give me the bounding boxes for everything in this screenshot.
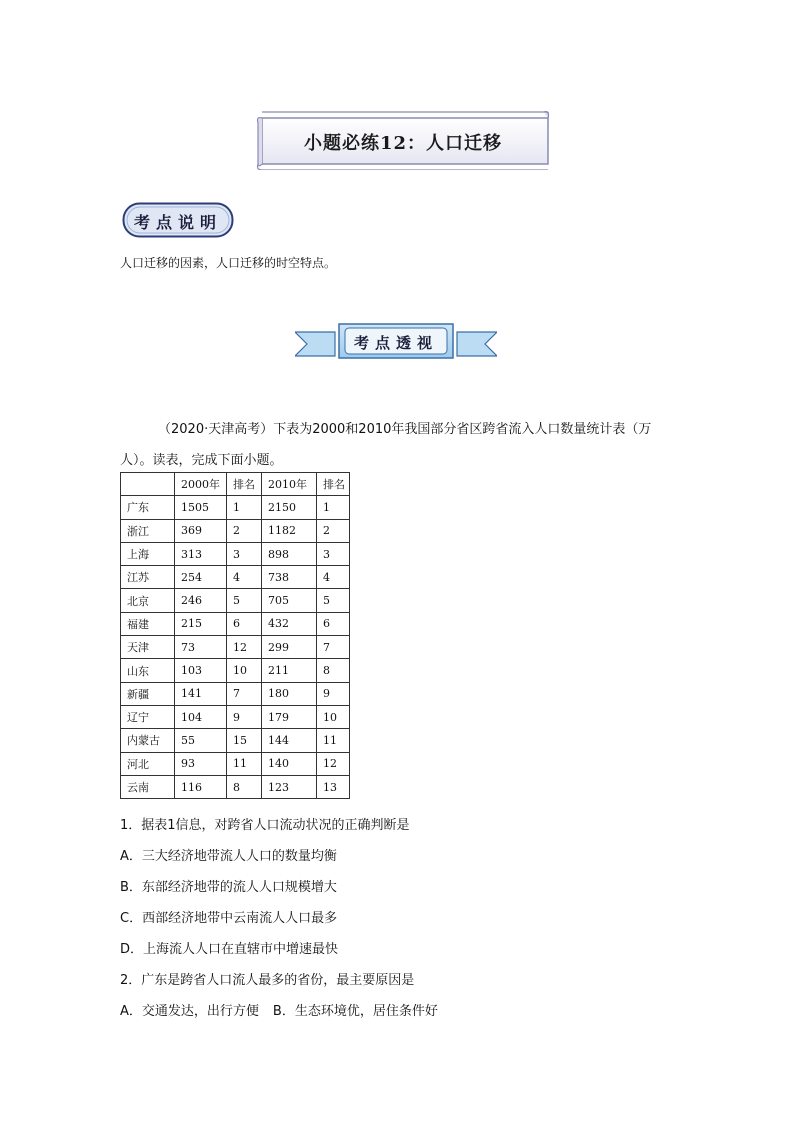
table-cell: 141	[175, 682, 227, 705]
table-cell-province: 广东	[121, 496, 175, 519]
table-cell: 1	[317, 496, 350, 519]
question-1-stem: 1．据表1信息，对跨省人口流动状况的正确判断是	[120, 818, 410, 833]
table-row	[121, 566, 350, 589]
table-cell: 313	[175, 542, 227, 565]
question-1-option-b: B．东部经济地带的流人人口规模增大	[120, 880, 337, 895]
table-cell: 140	[262, 752, 317, 775]
table-cell: 5	[227, 589, 262, 612]
table-header: 排名	[317, 473, 350, 496]
table-cell-province: 上海	[121, 542, 175, 565]
table-header: 2000年	[175, 473, 227, 496]
table-cell: 211	[262, 659, 317, 682]
table-cell: 254	[175, 566, 227, 589]
table-row	[121, 542, 350, 565]
table-cell: 123	[262, 775, 317, 798]
table-cell: 2	[317, 519, 350, 542]
table-cell-province: 江苏	[121, 566, 175, 589]
table-cell-province: 浙江	[121, 519, 175, 542]
table-cell: 179	[262, 705, 317, 728]
table-cell: 1182	[262, 519, 317, 542]
question-2-stem: 2．广东是跨省人口流人最多的省份，最主要原因是	[120, 973, 415, 988]
table-cell: 9	[227, 705, 262, 728]
table-cell: 11	[227, 752, 262, 775]
table-cell: 104	[175, 705, 227, 728]
table-row	[121, 519, 350, 542]
table-cell-province: 福建	[121, 612, 175, 635]
table-cell: 4	[317, 566, 350, 589]
table-cell: 144	[262, 729, 317, 752]
table-header-row	[121, 473, 350, 496]
section-badge-notes	[122, 202, 234, 238]
table-cell: 898	[262, 542, 317, 565]
table-cell: 4	[227, 566, 262, 589]
table-row	[121, 589, 350, 612]
table-cell: 11	[317, 729, 350, 752]
table-cell: 10	[317, 705, 350, 728]
table-cell: 73	[175, 636, 227, 659]
table-cell: 3	[227, 542, 262, 565]
table-cell: 369	[175, 519, 227, 542]
table-cell-province: 北京	[121, 589, 175, 612]
table-row	[121, 636, 350, 659]
question-1-option-a: A．三大经济地带流人人口的数量均衡	[120, 849, 337, 864]
table-body	[121, 496, 350, 799]
page-title: 小题必练12：人口迁移	[303, 133, 503, 154]
section-ribbon-focus	[295, 322, 497, 362]
table-cell: 12	[317, 752, 350, 775]
section-description: 人口迁移的因素，人口迁移的时空特点。	[120, 256, 337, 270]
table-cell: 12	[227, 636, 262, 659]
table-row	[121, 659, 350, 682]
table-row	[121, 752, 350, 775]
table-header	[121, 473, 175, 496]
table-cell: 116	[175, 775, 227, 798]
table-cell: 5	[317, 589, 350, 612]
intro-line-2: 人）。读表，完成下面小题。	[120, 453, 283, 468]
table-row	[121, 612, 350, 635]
table-cell: 215	[175, 612, 227, 635]
question-2-option-a: A．交通发达，出行方便	[120, 1004, 259, 1019]
table-cell: 1	[227, 496, 262, 519]
table-cell: 738	[262, 566, 317, 589]
table-cell: 15	[227, 729, 262, 752]
table-cell-province: 天津	[121, 636, 175, 659]
table-cell: 432	[262, 612, 317, 635]
table-cell: 246	[175, 589, 227, 612]
table-row	[121, 705, 350, 728]
table-cell: 103	[175, 659, 227, 682]
table-cell: 2150	[262, 496, 317, 519]
table-cell-province: 山东	[121, 659, 175, 682]
table-header: 2010年	[262, 473, 317, 496]
migration-table	[120, 472, 350, 799]
intro-line-1: （2020·天津高考）下表为2000和2010年我国部分省区跨省流入人口数量统计表（万	[158, 422, 652, 437]
table-cell: 7	[317, 636, 350, 659]
table-cell: 13	[317, 775, 350, 798]
table-cell-province: 内蒙古	[121, 729, 175, 752]
title-banner	[252, 110, 554, 170]
question-2-options-row	[120, 1000, 438, 1019]
table-cell-province: 云南	[121, 775, 175, 798]
table-cell-province: 河北	[121, 752, 175, 775]
table-cell: 2	[227, 519, 262, 542]
table-cell: 705	[262, 589, 317, 612]
question-2-option-b: B．生态环境优，居住条件好	[272, 1004, 438, 1019]
table-cell: 299	[262, 636, 317, 659]
table-row	[121, 775, 350, 798]
table-cell: 9	[317, 682, 350, 705]
table-cell: 93	[175, 752, 227, 775]
table-header: 排名	[227, 473, 262, 496]
table-cell: 8	[227, 775, 262, 798]
table-row	[121, 729, 350, 752]
table-cell: 6	[227, 612, 262, 635]
question-1-option-d: D．上海流人人口在直辖市中增速最快	[120, 942, 339, 957]
table-cell-province: 新疆	[121, 682, 175, 705]
table-cell-province: 辽宁	[121, 705, 175, 728]
table-cell: 55	[175, 729, 227, 752]
table-cell: 7	[227, 682, 262, 705]
table-cell: 180	[262, 682, 317, 705]
table-cell: 3	[317, 542, 350, 565]
table-cell: 8	[317, 659, 350, 682]
table-cell: 10	[227, 659, 262, 682]
table-cell: 1505	[175, 496, 227, 519]
section-ribbon-focus-label: 考点透视	[353, 334, 438, 352]
table-cell: 6	[317, 612, 350, 635]
section-badge-notes-label: 考点说明	[133, 213, 222, 232]
question-1-option-c: C．西部经济地带中云南流人人口最多	[120, 911, 338, 926]
table-row	[121, 682, 350, 705]
table-row	[121, 496, 350, 519]
